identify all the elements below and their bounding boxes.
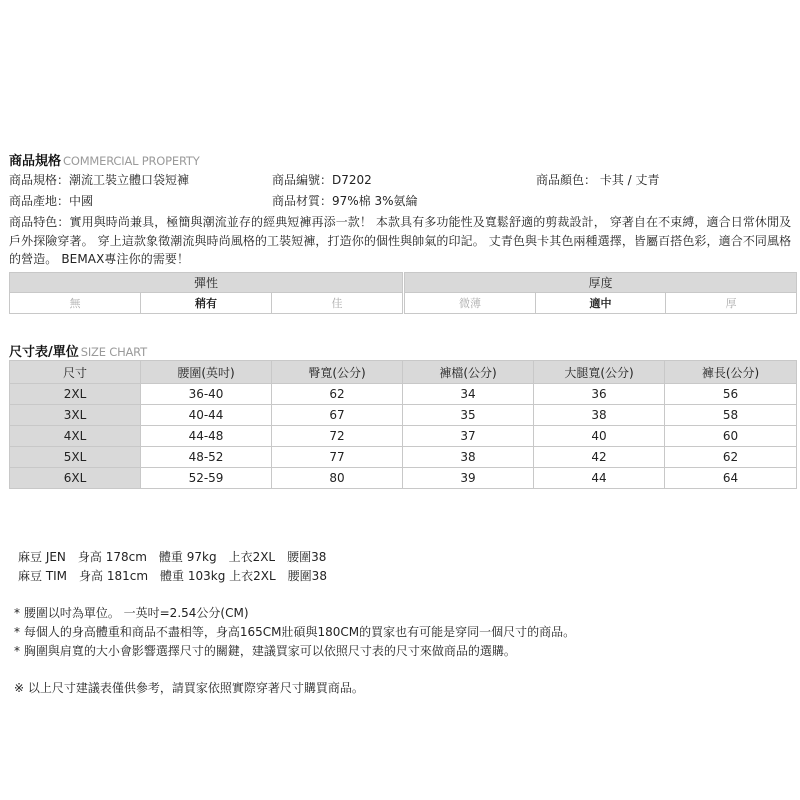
table-cell: 62 <box>665 447 797 468</box>
table-row <box>10 384 797 405</box>
table-cell: 62 <box>272 384 403 405</box>
table-cell: 34 <box>403 384 534 405</box>
table-cell: 35 <box>403 405 534 426</box>
table-cell: 39 <box>403 468 534 489</box>
table-row <box>10 447 797 468</box>
table-cell: 64 <box>665 468 797 489</box>
table-cell: 58 <box>665 405 797 426</box>
size-header-cell: 腰圍(英吋) <box>141 361 272 384</box>
size-header-cell: 大腿寬(公分) <box>534 361 665 384</box>
table-cell: 36 <box>534 384 665 405</box>
spec-name: 商品規格：潮流工裝立體口袋短褲 <box>9 173 190 187</box>
size-cell: 5XL <box>10 447 141 468</box>
note-waist-unit: * 腰圍以吋為單位。 一英吋=2.54公分(CM) <box>14 606 249 620</box>
size-header-cell: 尺寸 <box>10 361 141 384</box>
table-cell: 48-52 <box>141 447 272 468</box>
table-cell: 60 <box>665 426 797 447</box>
table-cell: 44 <box>534 468 665 489</box>
thickness-option: 微薄 <box>405 293 536 314</box>
size-chart-table <box>9 360 797 489</box>
size-cell: 6XL <box>10 468 141 489</box>
spec-material: 商品材質：97%棉 3%氨綸 <box>272 194 418 208</box>
size-title: 尺寸表/單位 <box>9 345 79 360</box>
size-header-cell: 臀寬(公分) <box>272 361 403 384</box>
size-title-en: SIZE CHART <box>80 345 147 359</box>
table-cell: 56 <box>665 384 797 405</box>
size-cell: 4XL <box>10 426 141 447</box>
table-cell: 38 <box>534 405 665 426</box>
table-row <box>10 468 797 489</box>
model-info-tim: 麻豆 TIM 身高 181cm 體重 103kg 上衣2XL 腰圍38 <box>18 569 327 583</box>
elasticity-option: 無 <box>10 293 141 314</box>
table-cell: 42 <box>534 447 665 468</box>
feel-table <box>9 272 797 314</box>
model-info-jen: 麻豆 JEN 身高 178cm 體重 97kg 上衣2XL 腰圍38 <box>18 550 327 564</box>
table-cell: 72 <box>272 426 403 447</box>
elasticity-header: 彈性 <box>10 273 403 293</box>
size-cell: 2XL <box>10 384 141 405</box>
table-cell: 36-40 <box>141 384 272 405</box>
elasticity-option: 佳 <box>272 293 403 314</box>
size-header-cell: 褲長(公分) <box>665 361 797 384</box>
table-cell: 77 <box>272 447 403 468</box>
spec-title-en: COMMERCIAL PROPERTY <box>63 154 200 168</box>
elasticity-option-selected: 稍有 <box>141 293 272 314</box>
size-header-cell: 褲檔(公分) <box>403 361 534 384</box>
size-section-title <box>9 341 147 360</box>
table-cell: 44-48 <box>141 426 272 447</box>
table-cell: 52-59 <box>141 468 272 489</box>
spec-features: 商品特色：實用與時尚兼具，極簡與潮流並存的經典短褲再添一款！ 本款具有多功能性及寬鬆舒適的剪裁設計， 穿著自在不束縛，適合日常休閒及戶外探險穿著。 穿上這款象徵潮流與時尚風格的工裝短褲，打造你的個性與帥氣的印記。 丈青色與卡其色兩種選擇，皆屬百搭色彩，適合不同風格的營造。 BEMAX專注你的需要！ <box>9 215 792 266</box>
table-row <box>10 405 797 426</box>
thickness-option-selected: 適中 <box>536 293 666 314</box>
thickness-option: 厚 <box>666 293 797 314</box>
table-row <box>10 426 797 447</box>
table-cell: 40-44 <box>141 405 272 426</box>
spec-section-title <box>9 150 200 169</box>
table-cell: 80 <box>272 468 403 489</box>
note-chest-shoulder: * 胸圍與肩寬的大小會影響選擇尺寸的關鍵，建議買家可以依照尺寸表的尺寸來做商品的選購。 <box>14 644 516 658</box>
note-body-size: * 每個人的身高體重和商品不盡相等，身高165CM壯碩與180CM的買家也有可能是穿同一個尺寸的商品。 <box>14 625 576 639</box>
table-cell: 40 <box>534 426 665 447</box>
size-cell: 3XL <box>10 405 141 426</box>
spec-origin: 商品產地：中國 <box>9 194 94 208</box>
thickness-header: 厚度 <box>405 273 797 293</box>
size-disclaimer: ※ 以上尺寸建議表僅供參考，請買家依照實際穿著尺寸購買商品。 <box>14 681 364 695</box>
table-cell: 38 <box>403 447 534 468</box>
table-cell: 67 <box>272 405 403 426</box>
spec-code: 商品編號：D7202 <box>272 173 372 187</box>
table-cell: 37 <box>403 426 534 447</box>
size-header-row <box>10 361 797 384</box>
spec-title: 商品規格 <box>9 154 62 169</box>
spec-color: 商品顏色： 卡其 / 丈青 <box>536 173 660 187</box>
